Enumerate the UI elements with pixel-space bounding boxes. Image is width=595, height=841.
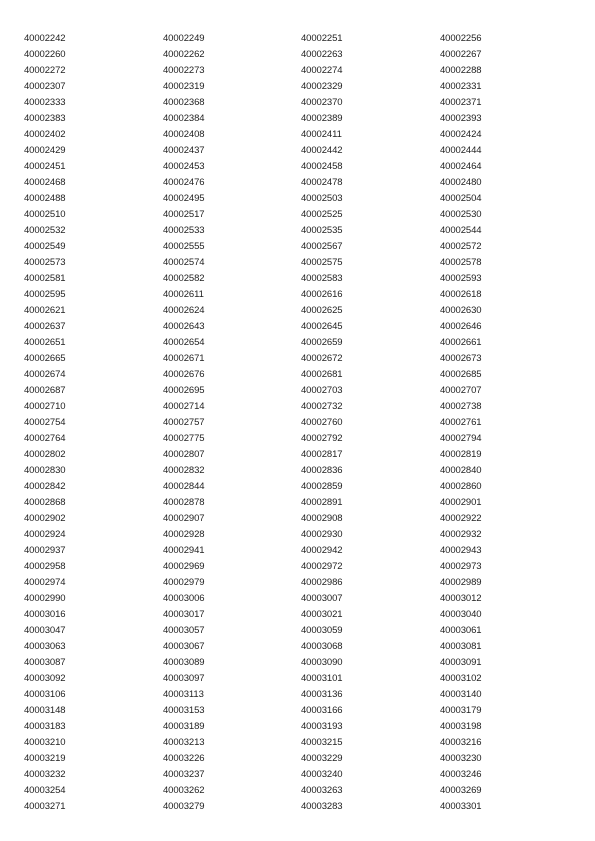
table-cell: 40002924 (24, 529, 66, 540)
table-cell: 40002402 (24, 129, 66, 140)
table-cell: 40002517 (163, 209, 205, 220)
table-cell: 40002972 (301, 561, 343, 572)
table-cell: 40003017 (163, 609, 205, 620)
table-cell: 40003068 (301, 641, 343, 652)
table-cell: 40002685 (440, 369, 482, 380)
table-row (24, 495, 584, 511)
table-cell: 40002891 (301, 497, 343, 508)
table-row (24, 527, 584, 543)
table-cell: 40002503 (301, 193, 343, 204)
table-cell: 40002710 (24, 401, 66, 412)
table-cell: 40002687 (24, 385, 66, 396)
table-row (24, 751, 584, 767)
table-row (24, 607, 584, 623)
table-row (24, 287, 584, 303)
table-row (24, 735, 584, 751)
table-cell: 40003210 (24, 737, 66, 748)
table-row (24, 159, 584, 175)
table-cell: 40002581 (24, 273, 66, 284)
table-cell: 40003189 (163, 721, 205, 732)
table-row (24, 271, 584, 287)
table-row (24, 687, 584, 703)
table-row (24, 383, 584, 399)
table-cell: 40003057 (163, 625, 205, 636)
table-cell: 40003012 (440, 593, 482, 604)
table-row (24, 31, 584, 47)
table-cell: 40003059 (301, 625, 343, 636)
table-cell: 40002408 (163, 129, 205, 140)
table-cell: 40002868 (24, 497, 66, 508)
table-cell: 40003237 (163, 769, 205, 780)
table-cell: 40002674 (24, 369, 66, 380)
table-row (24, 671, 584, 687)
table-cell: 40002476 (163, 177, 205, 188)
table-cell: 40002714 (163, 401, 205, 412)
table-cell: 40002928 (163, 529, 205, 540)
table-cell: 40002429 (24, 145, 66, 156)
table-cell: 40003216 (440, 737, 482, 748)
table-cell: 40002794 (440, 433, 482, 444)
table-cell: 40002371 (440, 97, 482, 108)
table-cell: 40002922 (440, 513, 482, 524)
table-cell: 40003254 (24, 785, 66, 796)
table-cell: 40002593 (440, 273, 482, 284)
table-cell: 40003229 (301, 753, 343, 764)
table-cell: 40002393 (440, 113, 482, 124)
table-cell: 40002901 (440, 497, 482, 508)
table-cell: 40002832 (163, 465, 205, 476)
table-cell: 40002424 (440, 129, 482, 140)
table-cell: 40002625 (301, 305, 343, 316)
table-row (24, 543, 584, 559)
table-cell: 40003232 (24, 769, 66, 780)
table-cell: 40002973 (440, 561, 482, 572)
table-row (24, 111, 584, 127)
table-row (24, 239, 584, 255)
table-cell: 40002902 (24, 513, 66, 524)
table-cell: 40002611 (163, 289, 204, 300)
table-cell: 40002958 (24, 561, 66, 572)
table-cell: 40002260 (24, 49, 66, 60)
table-cell: 40002480 (440, 177, 482, 188)
table-row (24, 431, 584, 447)
table-cell: 40002757 (163, 417, 205, 428)
table-cell: 40002878 (163, 497, 205, 508)
table-cell: 40002930 (301, 529, 343, 540)
table-cell: 40002251 (301, 33, 343, 44)
table-cell: 40002583 (301, 273, 343, 284)
table-row (24, 351, 584, 367)
table-cell: 40002775 (163, 433, 205, 444)
table-cell: 40002624 (163, 305, 205, 316)
table-cell: 40002307 (24, 81, 66, 92)
table-cell: 40002830 (24, 465, 66, 476)
table-cell: 40002488 (24, 193, 66, 204)
table-cell: 40003166 (301, 705, 343, 716)
table-cell: 40002979 (163, 577, 205, 588)
table-cell: 40002738 (440, 401, 482, 412)
table-cell: 40002458 (301, 161, 343, 172)
table-row (24, 207, 584, 223)
table-cell: 40003262 (163, 785, 205, 796)
table-cell: 40002681 (301, 369, 343, 380)
table-cell: 40002792 (301, 433, 343, 444)
table-cell: 40003061 (440, 625, 482, 636)
table-row (24, 399, 584, 415)
table-cell: 40002533 (163, 225, 205, 236)
table-row (24, 767, 584, 783)
table-row (24, 655, 584, 671)
table-cell: 40002941 (163, 545, 205, 556)
table-cell: 40003271 (24, 801, 66, 812)
table-cell: 40002578 (440, 257, 482, 268)
table-cell: 40002267 (440, 49, 482, 60)
table-cell: 40003006 (163, 593, 205, 604)
table-row (24, 47, 584, 63)
table-cell: 40002943 (440, 545, 482, 556)
table-cell: 40002844 (163, 481, 205, 492)
table-cell: 40002732 (301, 401, 343, 412)
table-cell: 40002836 (301, 465, 343, 476)
table-cell: 40002703 (301, 385, 343, 396)
table-cell: 40002646 (440, 321, 482, 332)
table-cell: 40002673 (440, 353, 482, 364)
table-row (24, 175, 584, 191)
table-cell: 40003063 (24, 641, 66, 652)
table-cell: 40002575 (301, 257, 343, 268)
table-cell: 40002574 (163, 257, 205, 268)
table-cell: 40002819 (440, 449, 482, 460)
table-cell: 40002370 (301, 97, 343, 108)
table-cell: 40003226 (163, 753, 205, 764)
table-cell: 40003007 (301, 593, 343, 604)
table-cell: 40002451 (24, 161, 66, 172)
table-cell: 40003153 (163, 705, 205, 716)
table-cell: 40003183 (24, 721, 66, 732)
table-cell: 40003140 (440, 689, 482, 700)
table-row (24, 703, 584, 719)
table-row (24, 303, 584, 319)
table-row (24, 559, 584, 575)
table-row (24, 623, 584, 639)
table-row (24, 143, 584, 159)
table-cell: 40002907 (163, 513, 205, 524)
table-cell: 40003179 (440, 705, 482, 716)
table-row (24, 127, 584, 143)
table-cell: 40002368 (163, 97, 205, 108)
table-row (24, 511, 584, 527)
number-table (24, 31, 584, 815)
table-cell: 40003283 (301, 801, 343, 812)
table-cell: 40003213 (163, 737, 205, 748)
table-cell: 40002989 (440, 577, 482, 588)
table-cell: 40002860 (440, 481, 482, 492)
table-cell: 40002595 (24, 289, 66, 300)
table-cell: 40002331 (440, 81, 482, 92)
table-cell: 40002643 (163, 321, 205, 332)
table-cell: 40002707 (440, 385, 482, 396)
table-cell: 40003087 (24, 657, 66, 668)
table-cell: 40002842 (24, 481, 66, 492)
table-cell: 40002859 (301, 481, 343, 492)
table-cell: 40002676 (163, 369, 205, 380)
table-cell: 40003106 (24, 689, 66, 700)
table-cell: 40002389 (301, 113, 343, 124)
table-cell: 40002654 (163, 337, 205, 348)
table-cell: 40002544 (440, 225, 482, 236)
table-cell: 40002249 (163, 33, 205, 44)
table-cell: 40003091 (440, 657, 482, 668)
table-cell: 40002582 (163, 273, 205, 284)
table-row (24, 575, 584, 591)
table-cell: 40002453 (163, 161, 205, 172)
table-cell: 40002937 (24, 545, 66, 556)
table-cell: 40002661 (440, 337, 482, 348)
table-cell: 40002942 (301, 545, 343, 556)
table-cell: 40002442 (301, 145, 343, 156)
table-row (24, 79, 584, 95)
table-cell: 40002262 (163, 49, 205, 60)
table-cell: 40002807 (163, 449, 205, 460)
table-cell: 40002510 (24, 209, 66, 220)
table-cell: 40002651 (24, 337, 66, 348)
table-cell: 40002532 (24, 225, 66, 236)
table-cell: 40003198 (440, 721, 482, 732)
table-cell: 40002495 (163, 193, 205, 204)
table-cell: 40002840 (440, 465, 482, 476)
table-cell: 40002274 (301, 65, 343, 76)
table-cell: 40002444 (440, 145, 482, 156)
table-cell: 40003113 (163, 689, 204, 700)
table-cell: 40003089 (163, 657, 205, 668)
table-cell: 40003219 (24, 753, 66, 764)
table-cell: 40002383 (24, 113, 66, 124)
table-cell: 40002256 (440, 33, 482, 44)
table-cell: 40002478 (301, 177, 343, 188)
table-cell: 40002288 (440, 65, 482, 76)
table-row (24, 191, 584, 207)
table-cell: 40003246 (440, 769, 482, 780)
table-cell: 40003067 (163, 641, 205, 652)
table-cell: 40002618 (440, 289, 482, 300)
table-cell: 40002761 (440, 417, 482, 428)
table-row (24, 223, 584, 239)
table-cell: 40003215 (301, 737, 343, 748)
table-row (24, 415, 584, 431)
table-cell: 40002630 (440, 305, 482, 316)
table-cell: 40003230 (440, 753, 482, 764)
table-cell: 40003263 (301, 785, 343, 796)
table-cell: 40002525 (301, 209, 343, 220)
table-cell: 40003047 (24, 625, 66, 636)
table-cell: 40003102 (440, 673, 482, 684)
table-cell: 40003092 (24, 673, 66, 684)
table-cell: 40003090 (301, 657, 343, 668)
table-row (24, 799, 584, 815)
table-row (24, 447, 584, 463)
table-cell: 40002764 (24, 433, 66, 444)
table-cell: 40002272 (24, 65, 66, 76)
table-cell: 40003081 (440, 641, 482, 652)
table-cell: 40002671 (163, 353, 205, 364)
table-row (24, 719, 584, 735)
table-cell: 40002273 (163, 65, 205, 76)
table-row (24, 639, 584, 655)
table-cell: 40002802 (24, 449, 66, 460)
table-cell: 40002549 (24, 241, 66, 252)
table-cell: 40002464 (440, 161, 482, 172)
table-cell: 40002263 (301, 49, 343, 60)
table-cell: 40002969 (163, 561, 205, 572)
table-cell: 40002616 (301, 289, 343, 300)
table-cell: 40002621 (24, 305, 66, 316)
table-cell: 40002242 (24, 33, 66, 44)
table-cell: 40002437 (163, 145, 205, 156)
table-cell: 40002333 (24, 97, 66, 108)
table-cell: 40002659 (301, 337, 343, 348)
table-cell: 40002645 (301, 321, 343, 332)
table-cell: 40003016 (24, 609, 66, 620)
table-row (24, 63, 584, 79)
table-cell: 40002504 (440, 193, 482, 204)
table-cell: 40002695 (163, 385, 205, 396)
table-cell: 40003240 (301, 769, 343, 780)
table-cell: 40002974 (24, 577, 66, 588)
table-row (24, 319, 584, 335)
table-cell: 40002986 (301, 577, 343, 588)
table-row (24, 255, 584, 271)
table-cell: 40002817 (301, 449, 343, 460)
table-cell: 40003097 (163, 673, 205, 684)
table-cell: 40003193 (301, 721, 343, 732)
table-cell: 40002384 (163, 113, 205, 124)
table-cell: 40003021 (301, 609, 343, 620)
table-cell: 40002990 (24, 593, 66, 604)
table-cell: 40003269 (440, 785, 482, 796)
table-row (24, 367, 584, 383)
table-cell: 40002754 (24, 417, 66, 428)
table-cell: 40002567 (301, 241, 343, 252)
table-cell: 40002329 (301, 81, 343, 92)
table-cell: 40002637 (24, 321, 66, 332)
table-cell: 40003148 (24, 705, 66, 716)
table-row (24, 591, 584, 607)
table-cell: 40003040 (440, 609, 482, 620)
table-row (24, 335, 584, 351)
table-cell: 40003279 (163, 801, 205, 812)
table-cell: 40003301 (440, 801, 482, 812)
table-cell: 40002319 (163, 81, 205, 92)
table-cell: 40002932 (440, 529, 482, 540)
table-cell: 40002665 (24, 353, 66, 364)
table-cell: 40002555 (163, 241, 205, 252)
table-cell: 40002535 (301, 225, 343, 236)
table-row (24, 783, 584, 799)
table-cell: 40003136 (301, 689, 343, 700)
table-cell: 40003101 (301, 673, 343, 684)
table-cell: 40002530 (440, 209, 482, 220)
table-cell: 40002760 (301, 417, 343, 428)
table-cell: 40002573 (24, 257, 66, 268)
table-cell: 40002908 (301, 513, 343, 524)
table-row (24, 95, 584, 111)
table-cell: 40002672 (301, 353, 343, 364)
table-cell: 40002572 (440, 241, 482, 252)
table-cell: 40002468 (24, 177, 66, 188)
table-row (24, 479, 584, 495)
table-cell: 40002411 (301, 129, 342, 140)
table-row (24, 463, 584, 479)
